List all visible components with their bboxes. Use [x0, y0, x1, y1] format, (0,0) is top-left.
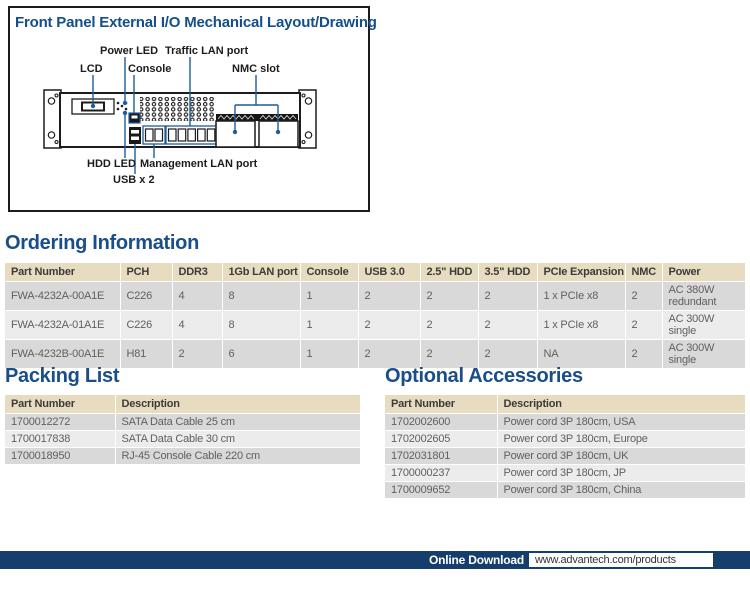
footer-bar [0, 551, 750, 569]
console-port [129, 113, 140, 123]
diagram-title: Front Panel External I/O Mechanical Layout/Drawing [15, 14, 377, 31]
right-mounting-ear [299, 90, 316, 148]
label-management-lan: Management LAN port [140, 158, 258, 170]
usb-ports [129, 127, 141, 144]
column-header: Console [300, 263, 358, 282]
table-cell: 2 [358, 282, 420, 311]
online-download-label: Online Download [429, 553, 524, 567]
table-cell: 2 [420, 340, 478, 369]
accessories-table [385, 395, 746, 499]
table-cell: 8 [222, 282, 300, 311]
table-cell: 1702031801 [385, 448, 497, 465]
table-row [5, 311, 745, 340]
table-cell: 2 [625, 340, 662, 369]
table-cell: 4 [172, 282, 222, 311]
table-cell: 2 [478, 340, 537, 369]
label-power-led: Power LED [100, 45, 159, 57]
table-cell: NA [537, 340, 625, 369]
column-header: PCIe Expansion [537, 263, 625, 282]
table-cell: RJ-45 Console Cable 220 cm [115, 448, 360, 465]
table-cell: 2 [172, 340, 222, 369]
column-header: Description [115, 395, 360, 414]
column-header: Part Number [385, 395, 497, 414]
table-cell: 2 [358, 311, 420, 340]
website-url-box[interactable] [529, 553, 713, 567]
ordering-heading: Ordering Information [5, 232, 200, 254]
chassis-drawing [10, 8, 368, 210]
table-row [385, 448, 745, 465]
management-lan-ports [143, 126, 165, 144]
table-cell: 1702002600 [385, 414, 497, 431]
table-cell: 1 [300, 282, 358, 311]
label-nmc-slot: NMC slot [232, 63, 280, 75]
label-traffic-lan: Traffic LAN port [165, 45, 249, 57]
table-cell: AC 380W redundant [662, 282, 745, 311]
table-row [385, 431, 745, 448]
table-cell: 1700017838 [5, 431, 115, 448]
ordering-table [5, 263, 746, 369]
column-header: Part Number [5, 263, 120, 282]
table-cell: 2 [625, 311, 662, 340]
table-cell: 1700012272 [5, 414, 115, 431]
label-usb: USB x 2 [113, 174, 155, 186]
label-hdd-led: HDD LED [87, 158, 136, 170]
table-cell: H81 [120, 340, 172, 369]
table-cell: 4 [172, 311, 222, 340]
column-header: Part Number [5, 395, 115, 414]
table-cell: FWA-4232A-00A1E [5, 282, 120, 311]
column-header: Description [497, 395, 745, 414]
table-row [385, 465, 745, 482]
table-cell: C226 [120, 311, 172, 340]
table-cell: Power cord 3P 180cm, USA [497, 414, 745, 431]
table-cell: 1702002605 [385, 431, 497, 448]
left-mounting-ear [44, 90, 61, 148]
table-cell: 1 x PCIe x8 [537, 311, 625, 340]
column-header: USB 3.0 [358, 263, 420, 282]
table-row [5, 448, 360, 465]
power-led-dot [123, 101, 127, 105]
packing-header-row [5, 395, 360, 414]
table-row [5, 282, 745, 311]
table-cell: Power cord 3P 180cm, JP [497, 465, 745, 482]
table-cell: 2 [358, 340, 420, 369]
accessories-heading: Optional Accessories [385, 365, 583, 387]
table-cell: FWA-4232B-00A1E [5, 340, 120, 369]
table-cell: 2 [420, 311, 478, 340]
table-cell: 1700009652 [385, 482, 497, 499]
column-header: PCH [120, 263, 172, 282]
packing-heading: Packing List [5, 365, 120, 387]
table-cell: Power cord 3P 180cm, Europe [497, 431, 745, 448]
table-cell: FWA-4232A-01A1E [5, 311, 120, 340]
website-url: www.advantech.com/products [535, 554, 676, 566]
table-cell: 2 [625, 282, 662, 311]
table-cell: C226 [120, 282, 172, 311]
accessories-header-row [385, 395, 745, 414]
table-cell: 1700018950 [5, 448, 115, 465]
column-header: 3.5" HDD [478, 263, 537, 282]
table-cell: AC 300W single [662, 311, 745, 340]
table-cell: 1700000237 [385, 465, 497, 482]
label-lcd: LCD [80, 63, 103, 75]
ventilation-grille [140, 97, 214, 121]
column-header: NMC [625, 263, 662, 282]
table-cell: 8 [222, 311, 300, 340]
table-cell: 6 [222, 340, 300, 369]
label-console: Console [128, 63, 172, 75]
packing-table [5, 395, 361, 465]
column-header: 2.5" HDD [420, 263, 478, 282]
column-header: Power [662, 263, 745, 282]
hdd-led-dot [123, 111, 127, 115]
table-cell: 2 [478, 311, 537, 340]
table-cell: SATA Data Cable 25 cm [115, 414, 360, 431]
table-cell: 1 x PCIe x8 [537, 282, 625, 311]
table-cell: 2 [478, 282, 537, 311]
table-cell: 2 [420, 282, 478, 311]
table-row [385, 482, 745, 499]
column-header: DDR3 [172, 263, 222, 282]
table-cell: Power cord 3P 180cm, China [497, 482, 745, 499]
table-row [5, 414, 360, 431]
table-cell: Power cord 3P 180cm, UK [497, 448, 745, 465]
table-row [5, 431, 360, 448]
table-row [385, 414, 745, 431]
front-panel-diagram [8, 6, 377, 212]
column-header: 1Gb LAN port [222, 263, 300, 282]
table-cell: 1 [300, 340, 358, 369]
table-cell: SATA Data Cable 30 cm [115, 431, 360, 448]
table-cell: AC 300W single [662, 340, 745, 369]
table-cell: 1 [300, 311, 358, 340]
ordering-header-row [5, 263, 745, 282]
